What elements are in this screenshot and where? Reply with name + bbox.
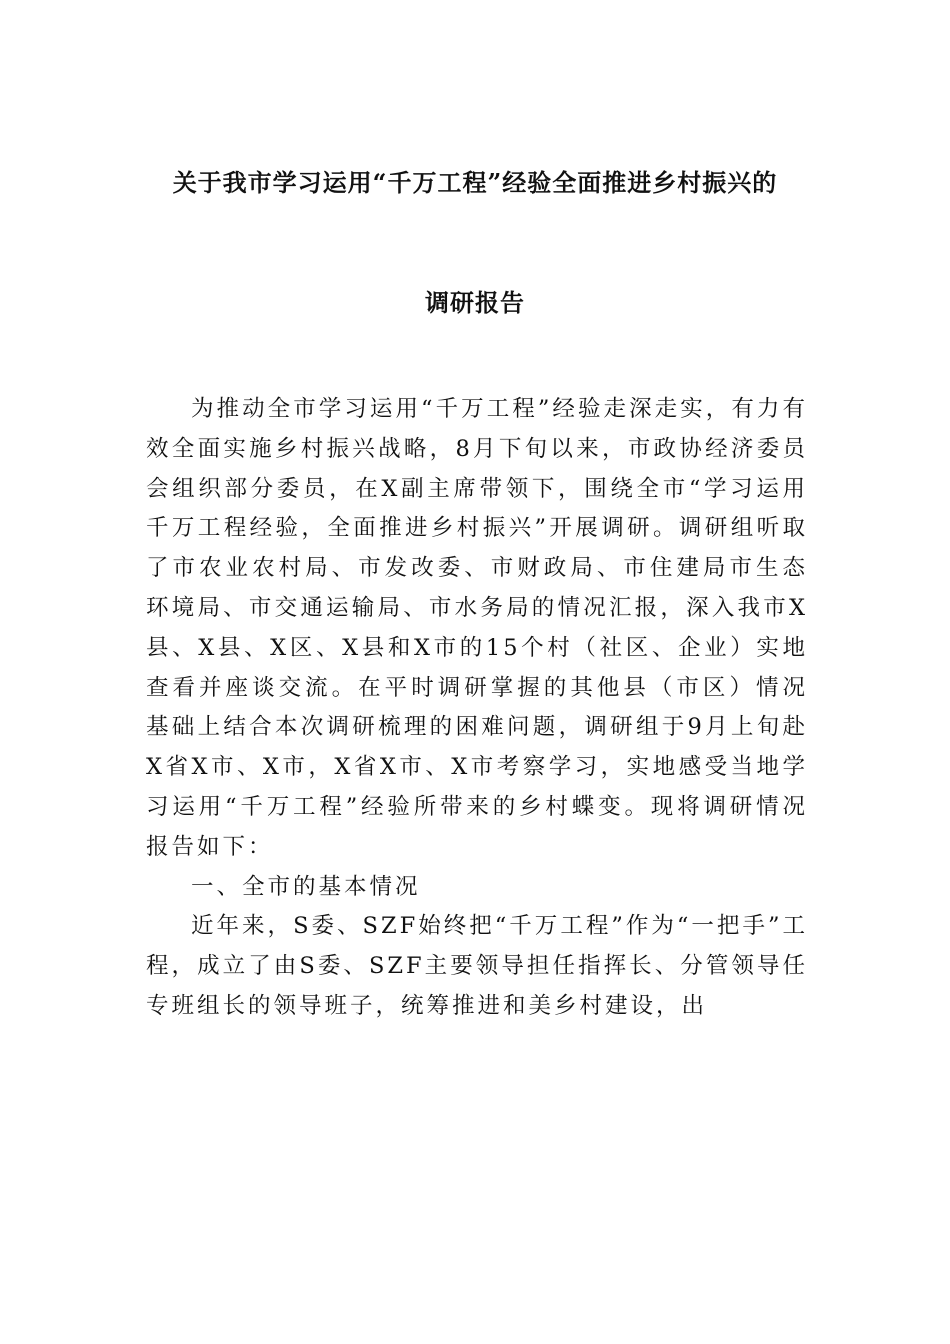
section-heading-1: 一、全市的基本情况 [191,873,421,900]
document-body [146,390,808,1027]
document-title-line-2: 调研报告 [425,288,525,317]
paragraph-intro: 为推动全市学习运用“千万工程”经验走深走实，有力有效全面实施乡村振兴战略，8月下旬以来，市政协经济委员会组织部分委员，在X副主席带领下，围绕全市“学习运用千万工程经验，全面推进乡村振兴”开展调研。调研组听取了市农业农村局、市发改委、市财政局、市住建局市生态环境局、市交通运输局、市水务局的情况汇报，深入我市X县、X县、X区、X县和X市的15个村（社区、企业）实地查看并座谈交流。在平时调研掌握的其他县（市区）情况基础上结合本次调研梳理的困难问题，调研组于9月上旬赴X省X市、X市，X省X市、X市考察学习，实地感受当地学习运用“千万工程”经验所带来的乡村蝶变。现将调研情况报告如下： [146,396,808,860]
document-title-line-1: 关于我市学习运用“千万工程”经验全面推进乡村振兴的 [172,168,778,197]
paragraph-section-1: 近年来，S委、SZF始终把“千万工程”作为“一把手”工程，成立了由S委、SZF主要领导担任指挥长、分管领导任专班组长的领导班子，统筹推进和美乡村建设，出 [146,913,808,1019]
